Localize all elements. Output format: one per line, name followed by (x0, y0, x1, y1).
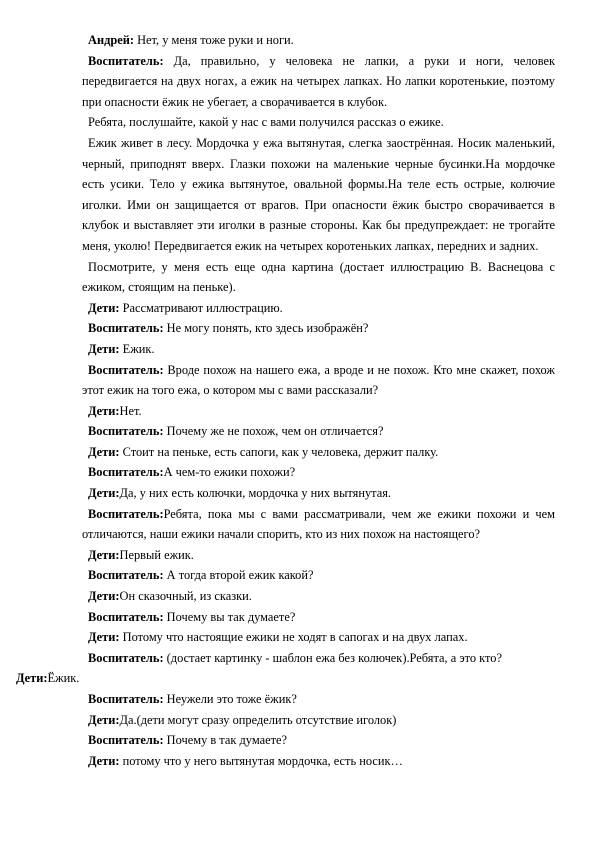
paragraph-text: Ежик живет в лесу. Мордочка у ежа вытянутая, слегка заострённая. Носик маленький, черный, приподнят вверх. Глазки похожи на маленькие черные бусинки.На мордочке есть усики. Тело у ежика вытянутое, овальной формы.На теле есть острые, колючие иголки. Ими он защищается от врагов. При опасности ёжик быстро сворачивается в клубок и выставляет эти иголки в разные стороны. Как бы предупреждает: не трогайте меня, уколю! Передвигается ежик на четырех коротеньких лапках, передних и задних. (82, 135, 555, 253)
paragraph-1 (82, 30, 555, 51)
paragraph-text: Вроде похож на нашего ежа, а вроде и не похож. Кто мне скажет, похож этот ежик на того ежа, о котором мы с вами рассказали? (82, 362, 555, 398)
speaker-label: Дети: (88, 486, 120, 501)
paragraph-20 (82, 627, 555, 648)
paragraph-9 (82, 360, 555, 401)
paragraph-text: Да.(дети могут сразу определить отсутствие иголок) (119, 712, 397, 727)
paragraph-8 (82, 339, 555, 360)
paragraph-5 (82, 257, 555, 298)
paragraph-text: Да, у них есть колючки, мордочка у них вытянутая. (119, 486, 392, 501)
paragraph-19 (82, 607, 555, 628)
speaker-label: Дети: (88, 341, 120, 356)
speaker-label: Дети: (88, 712, 120, 727)
speaker-label: Дети: (88, 589, 120, 604)
paragraph-text: Ёжик. (47, 671, 80, 686)
speaker-label: Воспитатель: (88, 465, 164, 480)
speaker-label: Воспитатель: (88, 424, 164, 439)
speaker-label: Дети: (88, 444, 120, 459)
paragraph-12 (82, 442, 555, 463)
paragraph-26 (82, 751, 555, 772)
paragraph-text: Посмотрите, у меня есть еще одна картина (достает иллюстрацию В. Васнецова с ежиком, стоящим на пеньке). (82, 259, 555, 295)
paragraph-text: Почему же не похож, чем он отличается? (163, 424, 384, 439)
paragraph-15 (82, 504, 555, 545)
paragraph-18 (82, 586, 555, 607)
paragraph-text: А чем-то ежики похожи? (163, 465, 296, 480)
paragraph-text: Неужели это тоже ёжик? (163, 692, 297, 706)
speaker-label: Воспитатель: (88, 506, 164, 521)
paragraph-22 (16, 668, 555, 689)
paragraph-text: Нет, у меня тоже руки и ноги. (134, 33, 294, 47)
speaker-label: Дети: (88, 300, 120, 315)
speaker-label: Дети: (88, 630, 120, 645)
paragraph-14 (82, 483, 555, 504)
paragraph-text: Потому что настоящие ежики не ходят в сапогах и на двух лапах. (119, 630, 468, 645)
paragraph-text: Нет. (119, 403, 142, 418)
speaker-label: Воспитатель: (88, 692, 164, 706)
paragraph-text: Рассматривают иллюстрацию. (119, 300, 283, 315)
speaker-label: Воспитатель: (88, 321, 164, 336)
paragraph-4 (82, 133, 555, 257)
paragraph-6 (82, 298, 555, 319)
speaker-label: Воспитатель: (88, 609, 164, 624)
paragraph-text: Не могу понять, кто здесь изображён? (163, 321, 369, 336)
paragraph-21 (82, 648, 555, 669)
speaker-label: Воспитатель: (88, 733, 164, 748)
paragraph-text: Он сказочный, из сказки. (119, 589, 252, 604)
paragraph-text: (достает картинку - шаблон ежа без колючек).Ребята, а это кто? (163, 650, 502, 665)
paragraph-2 (82, 51, 555, 113)
speaker-label: Андрей: (88, 33, 135, 47)
speaker-label: Воспитатель: (88, 568, 164, 583)
speaker-label: Воспитатель: (88, 53, 164, 68)
paragraph-text: Стоит на пеньке, есть сапоги, как у человека, держит палку. (119, 444, 439, 459)
paragraph-text: Ежик. (119, 341, 155, 356)
speaker-label: Дети: (88, 403, 120, 418)
paragraph-text: Ребята, пока мы с вами рассматривали, чем же ежики похожи и чем отличаются, наши ежики начали спорить, кто из них похож на настоящего? (82, 506, 555, 542)
paragraph-text: Первый ежик. (119, 547, 194, 562)
paragraph-text: А тогда второй ежик какой? (163, 568, 314, 583)
paragraph-23 (82, 689, 555, 710)
speaker-label: Дети: (88, 753, 120, 768)
speaker-label: Воспитатель: (88, 362, 164, 377)
paragraph-11 (82, 421, 555, 442)
paragraph-13 (82, 462, 555, 483)
paragraph-16 (82, 545, 555, 566)
paragraph-text: Почему в так думаете? (163, 733, 288, 748)
paragraph-25 (82, 730, 555, 751)
paragraph-17 (82, 565, 555, 586)
paragraph-7 (82, 318, 555, 339)
paragraph-24 (82, 710, 555, 731)
paragraph-text: Почему вы так думаете? (163, 609, 296, 624)
speaker-label: Воспитатель: (88, 650, 164, 665)
paragraph-text: потому что у него вытянутая мордочка, есть носик… (119, 753, 403, 768)
speaker-label: Дети: (88, 547, 120, 562)
paragraph-3 (82, 112, 555, 133)
paragraph-10 (82, 401, 555, 422)
paragraph-text: Ребята, послушайте, какой у нас с вами получился рассказ о ежике. (88, 115, 444, 130)
paragraph-text: Да, правильно, у человека не лапки, а руки и ноги, человек передвигается на двух ногах, а ежик на четырех лапках. Но лапки коротенькие, поэтому при опасности ёжик не убегает, а сворачивается в клубок. (82, 53, 555, 109)
speaker-label: Дети: (16, 671, 48, 686)
